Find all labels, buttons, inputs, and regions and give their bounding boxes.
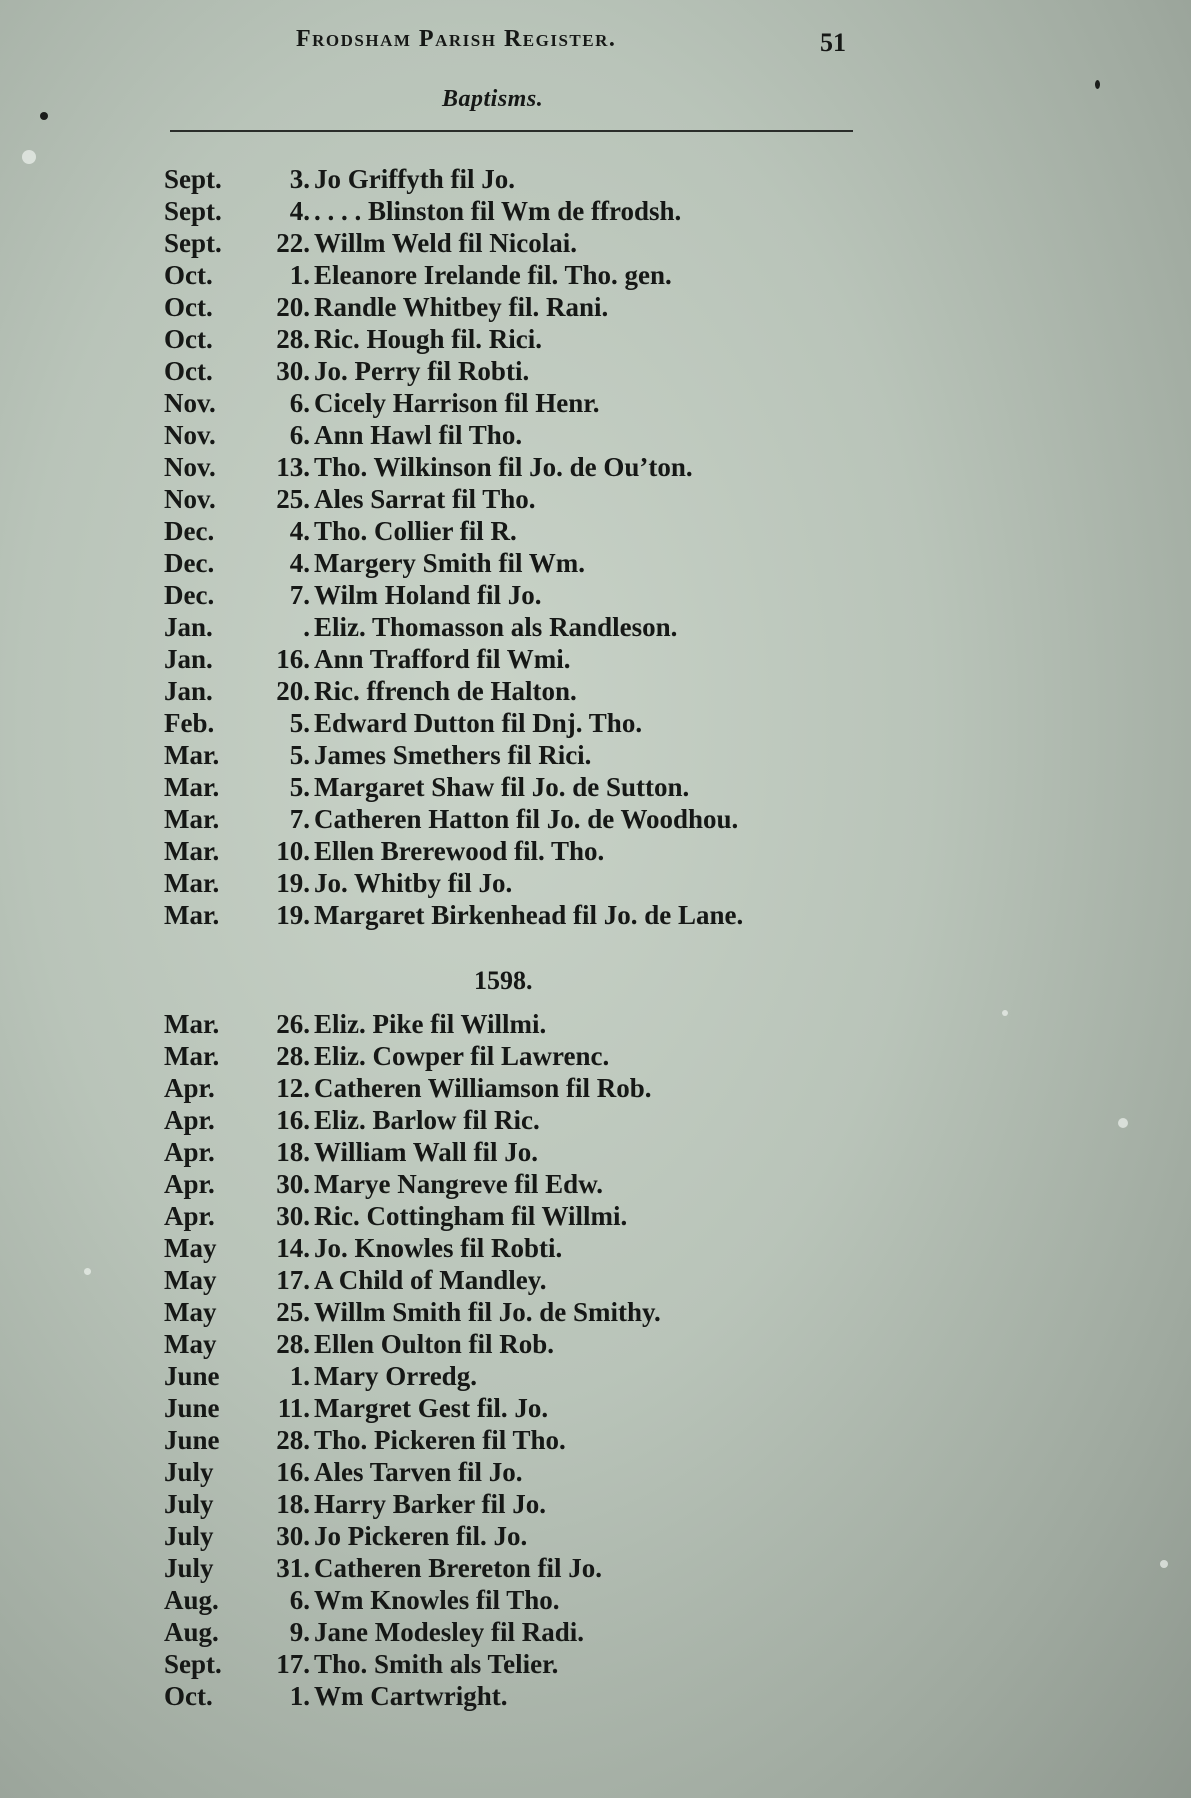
entry-name: Ric. Cottingham fil Willmi. bbox=[314, 1201, 628, 1231]
entry-day: 31. bbox=[276, 1553, 310, 1583]
entry-name: Margret Gest fil. Jo. bbox=[314, 1393, 549, 1423]
entry-day: 6. bbox=[289, 1585, 310, 1615]
entry-name: . . . . Blinston fil Wm de ffrodsh. bbox=[314, 196, 682, 226]
entry-day: 19. bbox=[276, 900, 310, 930]
entry-month: Apr. bbox=[164, 1105, 215, 1135]
entry-day: 6. bbox=[289, 388, 310, 418]
entry-name: William Wall fil Jo. bbox=[314, 1137, 539, 1167]
entry-name: Eleanore Irelande fil. Tho. gen. bbox=[314, 260, 672, 290]
entry-day: 30. bbox=[276, 1521, 310, 1551]
entry-day: 30. bbox=[276, 1169, 310, 1199]
entry-name: Eliz. Barlow fil Ric. bbox=[314, 1105, 540, 1135]
entry-day: 4. bbox=[289, 516, 310, 546]
entry-month: July bbox=[164, 1489, 214, 1519]
entry-day: 14. bbox=[276, 1233, 310, 1263]
entry-day: . bbox=[303, 612, 310, 642]
entry-month: Mar. bbox=[164, 836, 220, 866]
entry-name: Marye Nangreve fil Edw. bbox=[314, 1169, 603, 1199]
entry-name: Eliz. Thomasson als Randleson. bbox=[314, 612, 678, 642]
entry-name: Jo Pickeren fil. Jo. bbox=[314, 1521, 528, 1551]
entry-day: 1. bbox=[289, 260, 310, 290]
entry-month: Sept. bbox=[164, 196, 222, 226]
entry-day: 30. bbox=[276, 356, 310, 386]
entry-month: Mar. bbox=[164, 1009, 220, 1039]
entry-month: June bbox=[164, 1393, 220, 1423]
entry-name: A Child of Mandley. bbox=[314, 1265, 547, 1295]
entry-name: Catheren Hatton fil Jo. de Woodhou. bbox=[314, 804, 739, 834]
entry-name: Tho. Wilkinson fil Jo. de Ou’ton. bbox=[314, 452, 693, 482]
ink-speck bbox=[1095, 80, 1100, 89]
entry-month: Aug. bbox=[164, 1617, 219, 1647]
ink-speck bbox=[40, 112, 48, 120]
entry-name: Margaret Birkenhead fil Jo. de Lane. bbox=[314, 900, 744, 930]
entry-month: Mar. bbox=[164, 868, 220, 898]
entry-month: Jan. bbox=[164, 644, 213, 674]
entry-month: Apr. bbox=[164, 1137, 215, 1167]
entry-name: Ales Sarrat fil Tho. bbox=[314, 484, 536, 514]
entry-month: Sept. bbox=[164, 228, 222, 258]
entry-month: Nov. bbox=[164, 388, 216, 418]
entry-month: Oct. bbox=[164, 1681, 213, 1711]
entry-day: 16. bbox=[276, 644, 310, 674]
year-heading: 1598. bbox=[474, 966, 533, 995]
entry-month: Oct. bbox=[164, 324, 213, 354]
entry-day: 22. bbox=[276, 228, 310, 258]
entry-name: Wm Cartwright. bbox=[314, 1681, 508, 1711]
entry-month: Apr. bbox=[164, 1169, 215, 1199]
entry-day: 25. bbox=[276, 484, 310, 514]
entry-day: 18. bbox=[276, 1489, 310, 1519]
entry-name: Eliz. Pike fil Willmi. bbox=[314, 1009, 547, 1039]
entry-day: 5. bbox=[289, 772, 310, 802]
entry-month: Nov. bbox=[164, 420, 216, 450]
entry-name: Wilm Holand fil Jo. bbox=[314, 580, 542, 610]
entry-name: Jo. Knowles fil Robti. bbox=[314, 1233, 563, 1263]
entry-month: Jan. bbox=[164, 676, 213, 706]
entry-day: 16. bbox=[276, 1457, 310, 1487]
entry-day: 18. bbox=[276, 1137, 310, 1167]
entry-month: Mar. bbox=[164, 740, 220, 770]
entry-name: Ric. Hough fil. Rici. bbox=[314, 324, 542, 354]
entry-name: Eliz. Cowper fil Lawrenc. bbox=[314, 1041, 610, 1071]
entry-day: 13. bbox=[276, 452, 310, 482]
entry-day: 1. bbox=[289, 1681, 310, 1711]
entry-day: 20. bbox=[276, 292, 310, 322]
entry-name: Ellen Oulton fil Rob. bbox=[314, 1329, 555, 1359]
entry-month: Aug. bbox=[164, 1585, 219, 1615]
entry-month: Dec. bbox=[164, 516, 215, 546]
entry-month: Apr. bbox=[164, 1201, 215, 1231]
entry-day: 28. bbox=[276, 1329, 310, 1359]
entry-name: Ellen Brerewood fil. Tho. bbox=[314, 836, 605, 866]
entry-name: Randle Whitbey fil. Rani. bbox=[314, 292, 609, 322]
entry-day: 26. bbox=[276, 1009, 310, 1039]
entry-month: July bbox=[164, 1457, 214, 1487]
entry-day: 11. bbox=[277, 1393, 310, 1423]
entry-name: Ric. ffrench de Halton. bbox=[314, 676, 577, 706]
section-heading: Baptisms. bbox=[442, 86, 544, 112]
entry-name: Catheren Brereton fil Jo. bbox=[314, 1553, 602, 1583]
entry-name: Mary Orredg. bbox=[314, 1361, 477, 1391]
entry-day: 28. bbox=[276, 1425, 310, 1455]
entry-month: June bbox=[164, 1425, 220, 1455]
entry-day: 7. bbox=[289, 804, 310, 834]
entry-day: 28. bbox=[276, 324, 310, 354]
entry-day: 19. bbox=[276, 868, 310, 898]
entry-name: Tho. Collier fil R. bbox=[314, 516, 517, 546]
entry-name: Catheren Williamson fil Rob. bbox=[314, 1073, 652, 1103]
entry-day: 28. bbox=[276, 1041, 310, 1071]
entry-month: Jan. bbox=[164, 612, 213, 642]
entry-name: Jane Modesley fil Radi. bbox=[314, 1617, 584, 1647]
entry-month: May bbox=[164, 1329, 217, 1359]
entry-month: Dec. bbox=[164, 548, 215, 578]
entry-month: Mar. bbox=[164, 1041, 220, 1071]
entry-day: 17. bbox=[276, 1649, 310, 1679]
entry-day: 4. bbox=[289, 196, 310, 226]
entry-month: Dec. bbox=[164, 580, 215, 610]
entry-day: 12. bbox=[276, 1073, 310, 1103]
entry-month: May bbox=[164, 1233, 217, 1263]
entry-name: Ann Trafford fil Wmi. bbox=[314, 644, 571, 674]
entry-month: Oct. bbox=[164, 260, 213, 290]
film-speck bbox=[1002, 1010, 1008, 1016]
entry-name: Harry Barker fil Jo. bbox=[314, 1489, 546, 1519]
entry-name: Tho. Pickeren fil Tho. bbox=[314, 1425, 566, 1455]
entry-day: 20. bbox=[276, 676, 310, 706]
entry-name: Ann Hawl fil Tho. bbox=[314, 420, 523, 450]
entry-month: Oct. bbox=[164, 356, 213, 386]
entry-name: James Smethers fil Rici. bbox=[314, 740, 592, 770]
entry-name: Willm Weld fil Nicolai. bbox=[314, 228, 578, 258]
entry-day: 9. bbox=[289, 1617, 310, 1647]
entry-month: Nov. bbox=[164, 484, 216, 514]
entry-name: Wm Knowles fil Tho. bbox=[314, 1585, 560, 1615]
entry-name: Ales Tarven fil Jo. bbox=[314, 1457, 523, 1487]
entry-month: May bbox=[164, 1297, 217, 1327]
entry-day: 6. bbox=[289, 420, 310, 450]
film-speck bbox=[1160, 1560, 1168, 1568]
entry-day: 16. bbox=[276, 1105, 310, 1135]
entry-month: Apr. bbox=[164, 1073, 215, 1103]
entry-day: 10. bbox=[276, 836, 310, 866]
entry-day: 4. bbox=[289, 548, 310, 578]
film-speck bbox=[84, 1268, 91, 1275]
entry-month: July bbox=[164, 1553, 214, 1583]
entry-day: 1. bbox=[289, 1361, 310, 1391]
entry-day: 17. bbox=[276, 1265, 310, 1295]
entry-month: July bbox=[164, 1521, 214, 1551]
entry-day: 7. bbox=[289, 580, 310, 610]
entry-month: Mar. bbox=[164, 772, 220, 802]
entry-day: 3. bbox=[289, 164, 310, 194]
entry-name: Willm Smith fil Jo. de Smithy. bbox=[314, 1297, 661, 1327]
entry-name: Jo. Whitby fil Jo. bbox=[314, 868, 513, 898]
entry-name: Cicely Harrison fil Henr. bbox=[314, 388, 600, 418]
entry-name: Edward Dutton fil Dnj. Tho. bbox=[314, 708, 643, 738]
header-rule bbox=[170, 130, 853, 132]
entry-day: 5. bbox=[289, 740, 310, 770]
entry-month: Nov. bbox=[164, 452, 216, 482]
page-number: 51 bbox=[820, 28, 846, 57]
film-speck bbox=[22, 150, 36, 164]
entry-name: Jo. Perry fil Robti. bbox=[314, 356, 530, 386]
entry-month: Feb. bbox=[164, 708, 215, 738]
entry-month: Mar. bbox=[164, 804, 220, 834]
entry-name: Margery Smith fil Wm. bbox=[314, 548, 585, 578]
entry-day: 5. bbox=[289, 708, 310, 738]
entry-month: May bbox=[164, 1265, 217, 1295]
film-speck bbox=[1118, 1118, 1128, 1128]
running-head: Frodsham Parish Register. bbox=[296, 26, 617, 52]
entry-month: Sept. bbox=[164, 1649, 222, 1679]
entry-day: 30. bbox=[276, 1201, 310, 1231]
entry-name: Margaret Shaw fil Jo. de Sutton. bbox=[314, 772, 690, 802]
entry-name: Tho. Smith als Telier. bbox=[314, 1649, 559, 1679]
entry-day: 25. bbox=[276, 1297, 310, 1327]
entry-month: Sept. bbox=[164, 164, 222, 194]
entry-month: Mar. bbox=[164, 900, 220, 930]
entry-name: Jo Griffyth fil Jo. bbox=[314, 164, 515, 194]
entry-month: Oct. bbox=[164, 292, 213, 322]
entry-month: June bbox=[164, 1361, 220, 1391]
